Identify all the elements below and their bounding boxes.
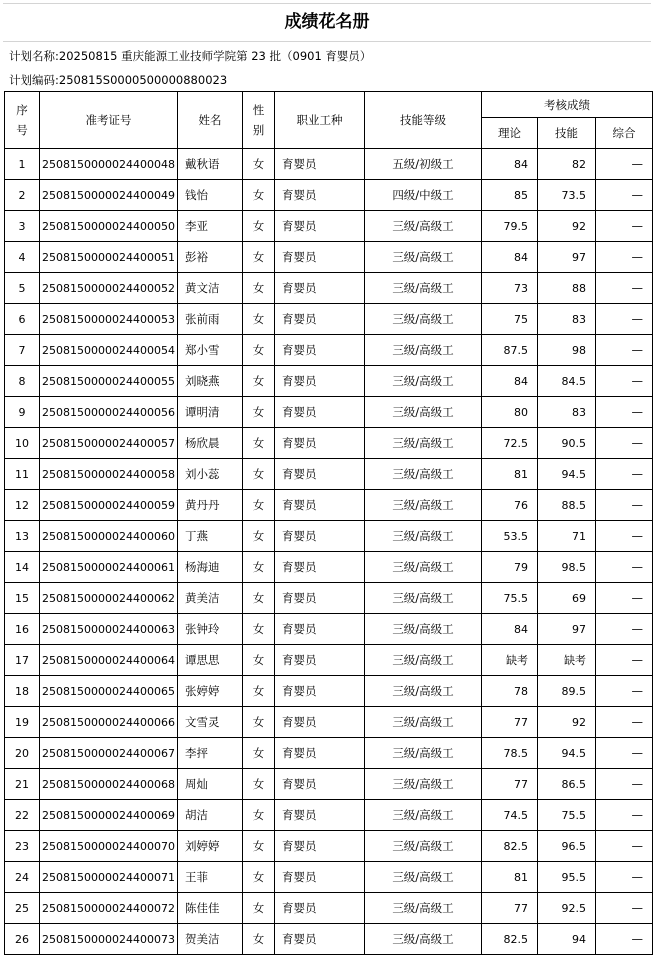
- overall-cell: —: [596, 211, 653, 242]
- occupation-cell: 育婴员: [275, 335, 365, 366]
- skill-cell: 缺考: [538, 645, 596, 676]
- table-body: [5, 149, 653, 955]
- name-cell: 丁燕: [178, 521, 243, 552]
- overall-cell: —: [596, 862, 653, 893]
- table-row: [5, 490, 653, 521]
- seq-cell: 3: [5, 211, 40, 242]
- table-row: [5, 614, 653, 645]
- skill-cell: 88.5: [538, 490, 596, 521]
- overall-cell: —: [596, 769, 653, 800]
- level-cell: 三级/高级工: [365, 738, 482, 769]
- seq-cell: 24: [5, 862, 40, 893]
- level-cell: 三级/高级工: [365, 862, 482, 893]
- table-row: [5, 459, 653, 490]
- seq-cell: 21: [5, 769, 40, 800]
- gender-cell: 女: [243, 893, 275, 924]
- ticket-cell: 2508150000024400048: [40, 149, 178, 180]
- level-cell: 三级/高级工: [365, 769, 482, 800]
- ticket-cell: 2508150000024400059: [40, 490, 178, 521]
- level-cell: 三级/高级工: [365, 831, 482, 862]
- occupation-cell: 育婴员: [275, 242, 365, 273]
- name-cell: 张前雨: [178, 304, 243, 335]
- header-occupation: 职业工种: [275, 92, 365, 149]
- ticket-cell: 2508150000024400072: [40, 893, 178, 924]
- theory-cell: 84: [482, 614, 538, 645]
- overall-cell: —: [596, 366, 653, 397]
- level-cell: 三级/高级工: [365, 211, 482, 242]
- gender-cell: 女: [243, 614, 275, 645]
- occupation-cell: 育婴员: [275, 521, 365, 552]
- seq-cell: 15: [5, 583, 40, 614]
- name-cell: 谭思思: [178, 645, 243, 676]
- occupation-cell: 育婴员: [275, 614, 365, 645]
- skill-cell: 98: [538, 335, 596, 366]
- table-row: [5, 366, 653, 397]
- name-cell: 钱怡: [178, 180, 243, 211]
- seq-cell: 26: [5, 924, 40, 955]
- name-cell: 郑小雪: [178, 335, 243, 366]
- seq-cell: 18: [5, 676, 40, 707]
- gender-cell: 女: [243, 521, 275, 552]
- gender-cell: 女: [243, 490, 275, 521]
- name-cell: 张钟玲: [178, 614, 243, 645]
- ticket-cell: 2508150000024400062: [40, 583, 178, 614]
- header-name: 姓名: [178, 92, 243, 149]
- gender-cell: 女: [243, 180, 275, 211]
- theory-cell: 80: [482, 397, 538, 428]
- level-cell: 三级/高级工: [365, 676, 482, 707]
- overall-cell: —: [596, 428, 653, 459]
- ticket-cell: 2508150000024400064: [40, 645, 178, 676]
- ticket-cell: 2508150000024400071: [40, 862, 178, 893]
- skill-cell: 94.5: [538, 738, 596, 769]
- occupation-cell: 育婴员: [275, 397, 365, 428]
- occupation-cell: 育婴员: [275, 738, 365, 769]
- ticket-cell: 2508150000024400055: [40, 366, 178, 397]
- occupation-cell: 育婴员: [275, 800, 365, 831]
- theory-cell: 81: [482, 459, 538, 490]
- gender-cell: 女: [243, 211, 275, 242]
- theory-cell: 75.5: [482, 583, 538, 614]
- level-cell: 三级/高级工: [365, 304, 482, 335]
- gender-cell: 女: [243, 769, 275, 800]
- occupation-cell: 育婴员: [275, 676, 365, 707]
- ticket-cell: 2508150000024400068: [40, 769, 178, 800]
- plan-code-label: 计划编码:: [9, 73, 59, 87]
- skill-cell: 84.5: [538, 366, 596, 397]
- theory-cell: 84: [482, 366, 538, 397]
- ticket-cell: 2508150000024400058: [40, 459, 178, 490]
- occupation-cell: 育婴员: [275, 180, 365, 211]
- level-cell: 三级/高级工: [365, 707, 482, 738]
- overall-cell: —: [596, 552, 653, 583]
- overall-cell: —: [596, 924, 653, 955]
- overall-cell: —: [596, 738, 653, 769]
- level-cell: 三级/高级工: [365, 614, 482, 645]
- name-cell: 杨欣晨: [178, 428, 243, 459]
- ticket-cell: 2508150000024400069: [40, 800, 178, 831]
- level-cell: 三级/高级工: [365, 924, 482, 955]
- seq-cell: 23: [5, 831, 40, 862]
- gender-cell: 女: [243, 552, 275, 583]
- table-row: [5, 521, 653, 552]
- plan-code-value: 250815S0000500000880023: [58, 73, 228, 87]
- ticket-cell: 2508150000024400065: [40, 676, 178, 707]
- overall-cell: —: [596, 490, 653, 521]
- gender-cell: 女: [243, 366, 275, 397]
- gender-cell: 女: [243, 831, 275, 862]
- name-cell: 刘小蕊: [178, 459, 243, 490]
- table-row: [5, 769, 653, 800]
- theory-cell: 84: [482, 242, 538, 273]
- page-title: 成绩花名册: [3, 3, 651, 42]
- level-cell: 三级/高级工: [365, 800, 482, 831]
- table-row: [5, 273, 653, 304]
- gender-cell: 女: [243, 738, 275, 769]
- header-gender: 性 别: [243, 92, 275, 149]
- level-cell: 三级/高级工: [365, 397, 482, 428]
- table-row: [5, 676, 653, 707]
- overall-cell: —: [596, 800, 653, 831]
- table-row: [5, 335, 653, 366]
- level-cell: 三级/高级工: [365, 273, 482, 304]
- level-cell: 三级/高级工: [365, 335, 482, 366]
- ticket-cell: 2508150000024400060: [40, 521, 178, 552]
- ticket-cell: 2508150000024400057: [40, 428, 178, 459]
- name-cell: 李抨: [178, 738, 243, 769]
- table-row: [5, 304, 653, 335]
- name-cell: 陈佳佳: [178, 893, 243, 924]
- overall-cell: —: [596, 149, 653, 180]
- occupation-cell: 育婴员: [275, 893, 365, 924]
- ticket-cell: 2508150000024400053: [40, 304, 178, 335]
- gender-cell: 女: [243, 149, 275, 180]
- overall-cell: —: [596, 583, 653, 614]
- skill-cell: 83: [538, 397, 596, 428]
- gender-cell: 女: [243, 304, 275, 335]
- plan-code-line: [9, 70, 227, 90]
- seq-cell: 12: [5, 490, 40, 521]
- ticket-cell: 2508150000024400061: [40, 552, 178, 583]
- ticket-cell: 2508150000024400070: [40, 831, 178, 862]
- theory-cell: 85: [482, 180, 538, 211]
- theory-cell: 87.5: [482, 335, 538, 366]
- seq-cell: 13: [5, 521, 40, 552]
- name-cell: 杨海迪: [178, 552, 243, 583]
- overall-cell: —: [596, 335, 653, 366]
- skill-cell: 94: [538, 924, 596, 955]
- header-seq: 序 号: [5, 92, 40, 149]
- overall-cell: —: [596, 614, 653, 645]
- gender-cell: 女: [243, 924, 275, 955]
- seq-cell: 4: [5, 242, 40, 273]
- theory-cell: 77: [482, 707, 538, 738]
- level-cell: 三级/高级工: [365, 552, 482, 583]
- name-cell: 刘晓燕: [178, 366, 243, 397]
- overall-cell: —: [596, 676, 653, 707]
- seq-cell: 2: [5, 180, 40, 211]
- level-cell: 三级/高级工: [365, 459, 482, 490]
- name-cell: 贺美洁: [178, 924, 243, 955]
- ticket-cell: 2508150000024400051: [40, 242, 178, 273]
- table-row: [5, 211, 653, 242]
- theory-cell: 73: [482, 273, 538, 304]
- seq-cell: 7: [5, 335, 40, 366]
- occupation-cell: 育婴员: [275, 211, 365, 242]
- header-scores-group: 考核成绩: [482, 92, 653, 118]
- theory-cell: 79: [482, 552, 538, 583]
- theory-cell: 53.5: [482, 521, 538, 552]
- ticket-cell: 2508150000024400049: [40, 180, 178, 211]
- table-row: [5, 180, 653, 211]
- occupation-cell: 育婴员: [275, 149, 365, 180]
- ticket-cell: 2508150000024400056: [40, 397, 178, 428]
- theory-cell: 79.5: [482, 211, 538, 242]
- overall-cell: —: [596, 273, 653, 304]
- level-cell: 三级/高级工: [365, 645, 482, 676]
- occupation-cell: 育婴员: [275, 924, 365, 955]
- level-cell: 三级/高级工: [365, 521, 482, 552]
- seq-cell: 6: [5, 304, 40, 335]
- header-level: 技能等级: [365, 92, 482, 149]
- skill-cell: 86.5: [538, 769, 596, 800]
- seq-cell: 11: [5, 459, 40, 490]
- name-cell: 戴秋语: [178, 149, 243, 180]
- table-row: [5, 552, 653, 583]
- overall-cell: —: [596, 459, 653, 490]
- plan-name-label: 计划名称:: [9, 49, 59, 63]
- seq-cell: 16: [5, 614, 40, 645]
- theory-cell: 72.5: [482, 428, 538, 459]
- gender-cell: 女: [243, 273, 275, 304]
- skill-cell: 96.5: [538, 831, 596, 862]
- table-row: [5, 800, 653, 831]
- theory-cell: 84: [482, 149, 538, 180]
- name-cell: 李亚: [178, 211, 243, 242]
- name-cell: 张婷婷: [178, 676, 243, 707]
- seq-cell: 25: [5, 893, 40, 924]
- seq-cell: 5: [5, 273, 40, 304]
- skill-cell: 97: [538, 242, 596, 273]
- table-row: [5, 242, 653, 273]
- level-cell: 三级/高级工: [365, 490, 482, 521]
- table-row: [5, 707, 653, 738]
- theory-cell: 81: [482, 862, 538, 893]
- table-row: [5, 924, 653, 955]
- skill-cell: 88: [538, 273, 596, 304]
- occupation-cell: 育婴员: [275, 490, 365, 521]
- seq-cell: 1: [5, 149, 40, 180]
- theory-cell: 77: [482, 893, 538, 924]
- name-cell: 文雪灵: [178, 707, 243, 738]
- level-cell: 五级/初级工: [365, 149, 482, 180]
- overall-cell: —: [596, 645, 653, 676]
- occupation-cell: 育婴员: [275, 831, 365, 862]
- ticket-cell: 2508150000024400063: [40, 614, 178, 645]
- name-cell: 黄丹丹: [178, 490, 243, 521]
- skill-cell: 69: [538, 583, 596, 614]
- occupation-cell: 育婴员: [275, 552, 365, 583]
- level-cell: 三级/高级工: [365, 893, 482, 924]
- skill-cell: 83: [538, 304, 596, 335]
- theory-cell: 77: [482, 769, 538, 800]
- ticket-cell: 2508150000024400054: [40, 335, 178, 366]
- seq-cell: 17: [5, 645, 40, 676]
- skill-cell: 95.5: [538, 862, 596, 893]
- overall-cell: —: [596, 831, 653, 862]
- table-row: [5, 862, 653, 893]
- table-row: [5, 397, 653, 428]
- ticket-cell: 2508150000024400050: [40, 211, 178, 242]
- skill-cell: 92: [538, 211, 596, 242]
- name-cell: 谭明清: [178, 397, 243, 428]
- gender-cell: 女: [243, 800, 275, 831]
- table-row: [5, 831, 653, 862]
- occupation-cell: 育婴员: [275, 459, 365, 490]
- seq-cell: 19: [5, 707, 40, 738]
- seq-cell: 14: [5, 552, 40, 583]
- overall-cell: —: [596, 180, 653, 211]
- table-row: [5, 645, 653, 676]
- header-ticket: 准考证号: [40, 92, 178, 149]
- seq-cell: 20: [5, 738, 40, 769]
- name-cell: 王菲: [178, 862, 243, 893]
- occupation-cell: 育婴员: [275, 366, 365, 397]
- theory-cell: 76: [482, 490, 538, 521]
- theory-cell: 74.5: [482, 800, 538, 831]
- overall-cell: —: [596, 304, 653, 335]
- theory-cell: 82.5: [482, 924, 538, 955]
- theory-cell: 75: [482, 304, 538, 335]
- plan-name-line: [9, 46, 371, 66]
- header-skill: 技能: [538, 118, 596, 149]
- overall-cell: —: [596, 521, 653, 552]
- ticket-cell: 2508150000024400066: [40, 707, 178, 738]
- theory-cell: 82.5: [482, 831, 538, 862]
- theory-cell: 78: [482, 676, 538, 707]
- gender-cell: 女: [243, 428, 275, 459]
- gender-cell: 女: [243, 242, 275, 273]
- overall-cell: —: [596, 707, 653, 738]
- table-row: [5, 738, 653, 769]
- gender-cell: 女: [243, 707, 275, 738]
- gender-cell: 女: [243, 583, 275, 614]
- skill-cell: 71: [538, 521, 596, 552]
- skill-cell: 92.5: [538, 893, 596, 924]
- name-cell: 刘婷婷: [178, 831, 243, 862]
- skill-cell: 75.5: [538, 800, 596, 831]
- overall-cell: —: [596, 893, 653, 924]
- ticket-cell: 2508150000024400052: [40, 273, 178, 304]
- skill-cell: 90.5: [538, 428, 596, 459]
- occupation-cell: 育婴员: [275, 583, 365, 614]
- header-overall: 综合: [596, 118, 653, 149]
- occupation-cell: 育婴员: [275, 304, 365, 335]
- overall-cell: —: [596, 242, 653, 273]
- occupation-cell: 育婴员: [275, 862, 365, 893]
- gender-cell: 女: [243, 335, 275, 366]
- table-row: [5, 893, 653, 924]
- theory-cell: 缺考: [482, 645, 538, 676]
- skill-cell: 94.5: [538, 459, 596, 490]
- gender-cell: 女: [243, 676, 275, 707]
- level-cell: 三级/高级工: [365, 583, 482, 614]
- seq-cell: 22: [5, 800, 40, 831]
- theory-cell: 78.5: [482, 738, 538, 769]
- occupation-cell: 育婴员: [275, 707, 365, 738]
- skill-cell: 98.5: [538, 552, 596, 583]
- gender-cell: 女: [243, 862, 275, 893]
- level-cell: 三级/高级工: [365, 366, 482, 397]
- name-cell: 黄美洁: [178, 583, 243, 614]
- skill-cell: 92: [538, 707, 596, 738]
- name-cell: 彭裕: [178, 242, 243, 273]
- level-cell: 三级/高级工: [365, 242, 482, 273]
- seq-cell: 9: [5, 397, 40, 428]
- skill-cell: 97: [538, 614, 596, 645]
- occupation-cell: 育婴员: [275, 645, 365, 676]
- name-cell: 周灿: [178, 769, 243, 800]
- level-cell: 四级/中级工: [365, 180, 482, 211]
- name-cell: 黄文洁: [178, 273, 243, 304]
- skill-cell: 73.5: [538, 180, 596, 211]
- gender-cell: 女: [243, 645, 275, 676]
- table-row: [5, 428, 653, 459]
- seq-cell: 10: [5, 428, 40, 459]
- ticket-cell: 2508150000024400067: [40, 738, 178, 769]
- occupation-cell: 育婴员: [275, 273, 365, 304]
- level-cell: 三级/高级工: [365, 428, 482, 459]
- occupation-cell: 育婴员: [275, 428, 365, 459]
- seq-cell: 8: [5, 366, 40, 397]
- name-cell: 胡洁: [178, 800, 243, 831]
- table-row: [5, 149, 653, 180]
- occupation-cell: 育婴员: [275, 769, 365, 800]
- gender-cell: 女: [243, 397, 275, 428]
- overall-cell: —: [596, 397, 653, 428]
- score-table: [4, 91, 653, 955]
- plan-name-value: 20250815 重庆能源工业技师学院第 23 批（0901 育婴员）: [58, 49, 372, 63]
- skill-cell: 89.5: [538, 676, 596, 707]
- header-theory: 理论: [482, 118, 538, 149]
- ticket-cell: 2508150000024400073: [40, 924, 178, 955]
- gender-cell: 女: [243, 459, 275, 490]
- skill-cell: 82: [538, 149, 596, 180]
- table-row: [5, 583, 653, 614]
